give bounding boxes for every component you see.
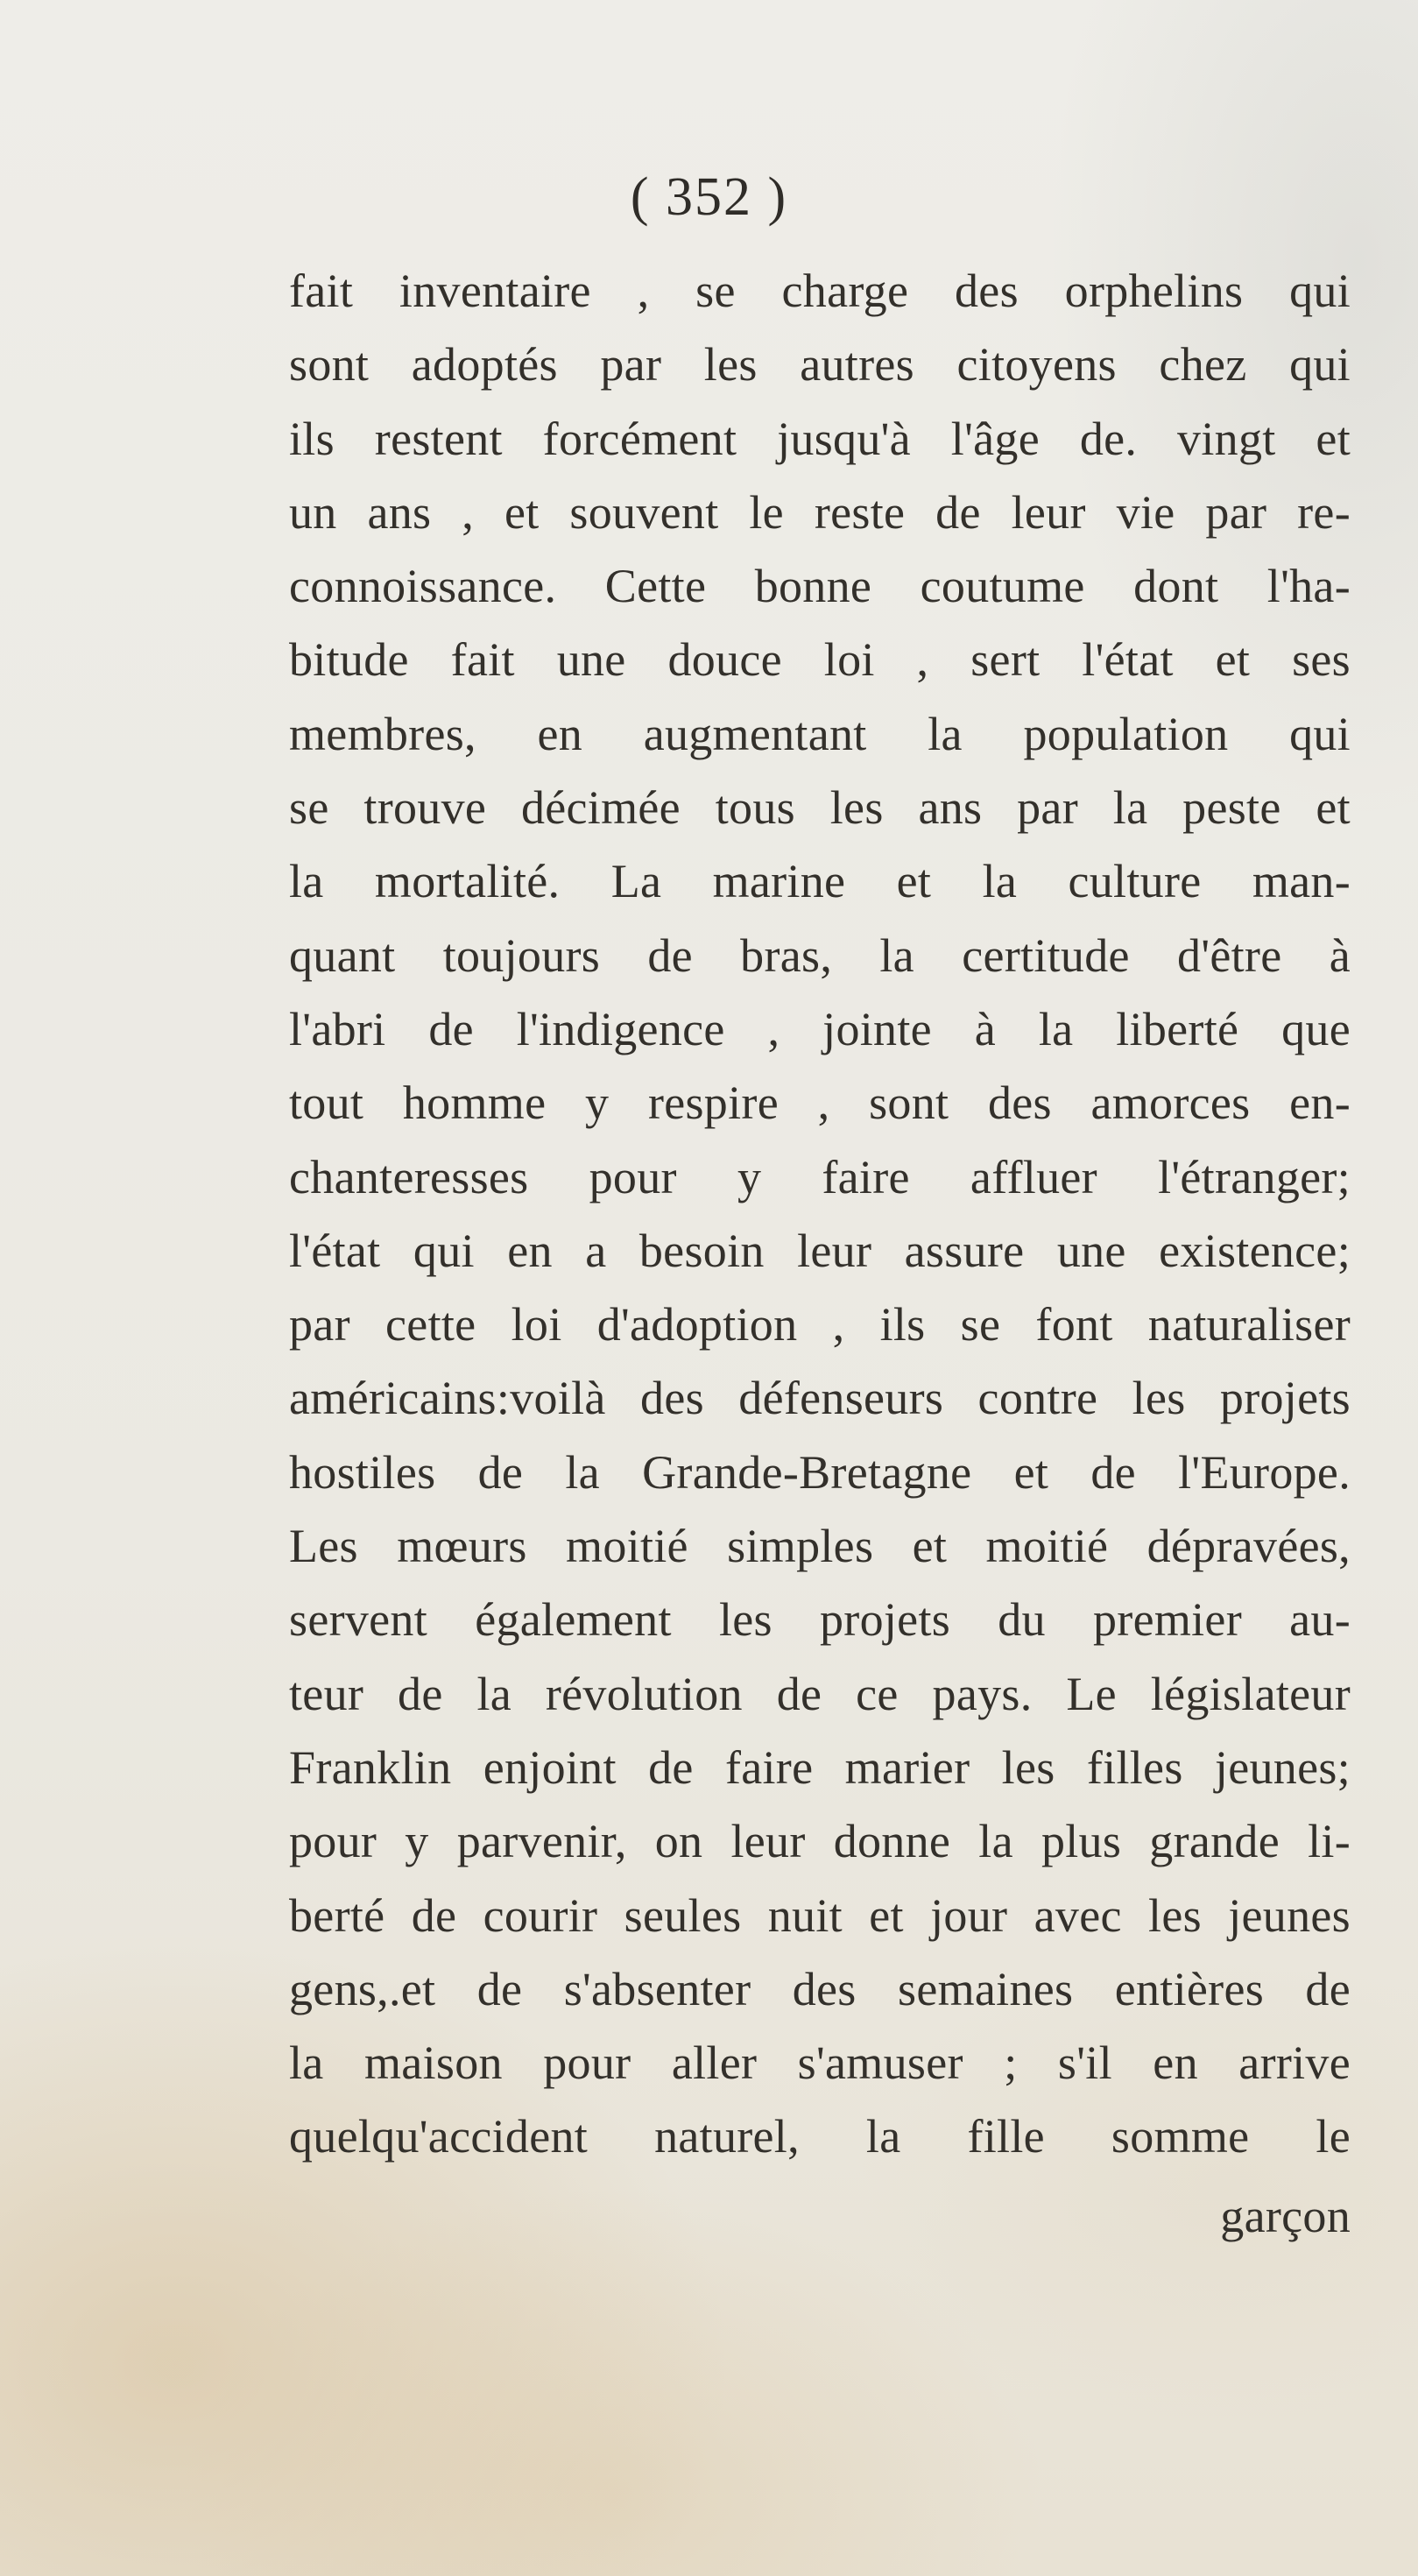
text-line: ils restent forcément jusqu'à l'âge de. vingt et (289, 412, 1351, 465)
page-number: ( 352 ) (630, 167, 788, 227)
text-line: berté de courir seules nuit et jour avec les jeunes (289, 1888, 1351, 1942)
text-line: par cette loi d'adoption , ils se font naturaliser (289, 1298, 1351, 1352)
text-line: quant toujours de bras, la certitude d'être à (289, 928, 1351, 982)
text-line: la mortalité. La marine et la culture man- (289, 855, 1351, 908)
text-line: un ans , et souvent le reste de leur vie par re- (289, 485, 1351, 539)
body-text (289, 254, 1351, 2253)
text-line: Les mœurs moitié simples et moitié dépravées, (289, 1520, 1351, 1573)
text-line: pour y parvenir, on leur donne la plus grande li- (289, 1815, 1351, 1868)
text-line: l'abri de l'indigence , jointe à la liberté que (289, 1002, 1351, 1055)
text-line: connoissance. Cette bonne coutume dont l'ha- (289, 560, 1351, 613)
text-line: sont adoptés par les autres citoyens chez qui (289, 338, 1351, 392)
text-line: se trouve décimée tous les ans par la peste et (289, 781, 1351, 835)
text-line: chanteresses pour y faire affluer l'étranger; (289, 1150, 1351, 1203)
text-line: Franklin enjoint de faire marier les filles jeunes; (289, 1740, 1351, 1794)
text-line: l'état qui en a besoin leur assure une existence; (289, 1224, 1351, 1277)
catchword: garçon (1220, 2189, 1351, 2242)
text-line: fait inventaire , se charge des orphelins qui (289, 265, 1351, 317)
text-line: servent également les projets du premier au- (289, 1593, 1351, 1647)
text-line: hostiles de la Grande-Bretagne et de l'Europe. (289, 1445, 1351, 1499)
text-line: teur de la révolution de ce pays. Le législateur (289, 1667, 1351, 1720)
text-line: membres, en augmentant la population qui (289, 707, 1351, 760)
text-line: américains:voilà des défenseurs contre les projets (289, 1372, 1351, 1425)
text-line: tout homme y respire , sont des amorces en- (289, 1076, 1351, 1130)
text-line: quelqu'accident naturel, la fille somme le (289, 2110, 1351, 2163)
text-line: gens,.et de s'absenter des semaines entières de (289, 1962, 1351, 2015)
text-line: la maison pour aller s'amuser ; s'il en arrive (289, 2036, 1351, 2090)
text-line: bitude fait une douce loi , sert l'état et ses (289, 633, 1351, 687)
